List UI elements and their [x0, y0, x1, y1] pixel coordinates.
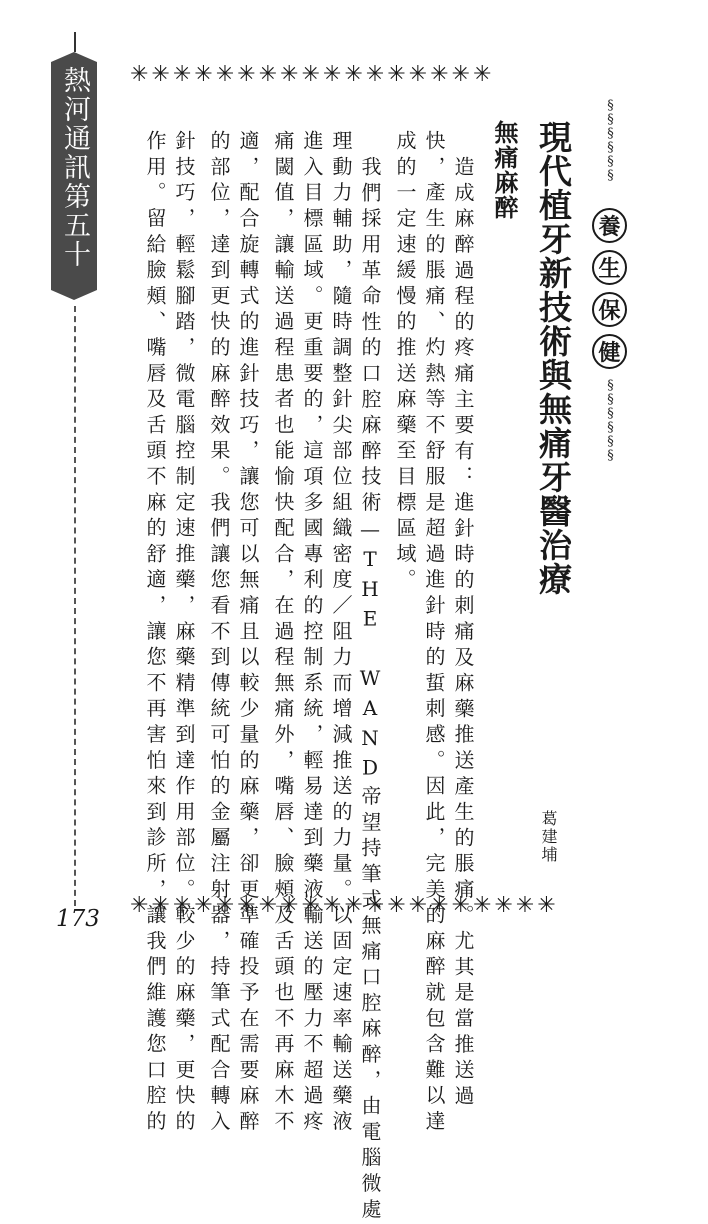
body-line-5: 理動力輔助，隨時調整針尖部位組織密度／阻力而增減推送的力量。以固定速率輸送藥液: [329, 130, 353, 1137]
column-badge-char-3: 保: [592, 292, 627, 327]
article-author: 葛建埔: [539, 810, 558, 864]
column-badge-char-4: 健: [592, 334, 627, 369]
body-line-8: 適，配合旋轉式的進針技巧，讓您可以無痛且以較少量的麻藥，卻更準確投予在需要麻醉: [236, 130, 260, 1137]
section-marks-bottom: §§§§§§: [603, 378, 618, 462]
section-marks-top: §§§§§§: [603, 98, 618, 182]
body-line-10: 針技巧，輕鬆腳踏，微電腦控制定速推藥，麻藥精準到達作用部位。較少的麻藥，更快的: [172, 130, 196, 1137]
body-line-9: 的部位，達到更快的麻醉效果。我們讓您看不到傳統可怕的金屬注射器，持筆式配合轉入: [207, 130, 231, 1137]
side-tab-top-line: [74, 32, 76, 52]
body-line-3: 成的一定速緩慢的推送麻藥至目標區域。: [393, 130, 417, 595]
column-badge-char-1: 養: [592, 208, 627, 243]
column-badge-char-2: 生: [592, 250, 627, 285]
article-subtitle: 無痛麻醉: [490, 120, 519, 220]
body-line-1: 造成麻醉過程的疼痛主要有：進針時的刺痛及麻藥推送產生的脹痛。尤其是當推送過: [451, 156, 475, 1111]
body-line-11: 作用。留給臉頰、嘴唇及舌頭不麻的舒適，讓您不再害怕來到診所，讓我們維護您口腔的: [143, 130, 167, 1137]
journal-issue-label: 熱河通訊第五十九期: [13, 66, 90, 269]
side-dashed-line: [74, 306, 76, 906]
bottom-ornament-border: ✳✳✳✳✳✳✳✳✳✳✳✳✳✳✳✳✳✳✳✳: [130, 893, 559, 918]
top-ornament-border: ✳✳✳✳✳✳✳✳✳✳✳✳✳✳✳✳✳: [130, 62, 495, 87]
body-line-7: 痛閾值，讓輸送過程患者也能愉快配合，在過程無痛外，嘴唇、臉頰及舌頭也不再麻木不: [271, 130, 295, 1137]
article-title: 現代植牙新技術與無痛牙醫治療: [534, 120, 573, 596]
body-line-2: 快，產生的脹痛、灼熱等不舒服是超過進針時的蜇刺感。因此，完美的麻醉就包含難以達: [422, 130, 446, 1137]
page-number: 173: [56, 906, 100, 932]
body-line-6: 進入目標區域。更重要的，這項多國專利的控制系統，輕易達到藥液輸送的壓力不超過疼: [300, 130, 324, 1137]
body-line-4: 我們採用革命性的口腔麻醉技術—THE WAND帝望持筆式無痛口腔麻醉，由電腦微處: [358, 156, 382, 1224]
